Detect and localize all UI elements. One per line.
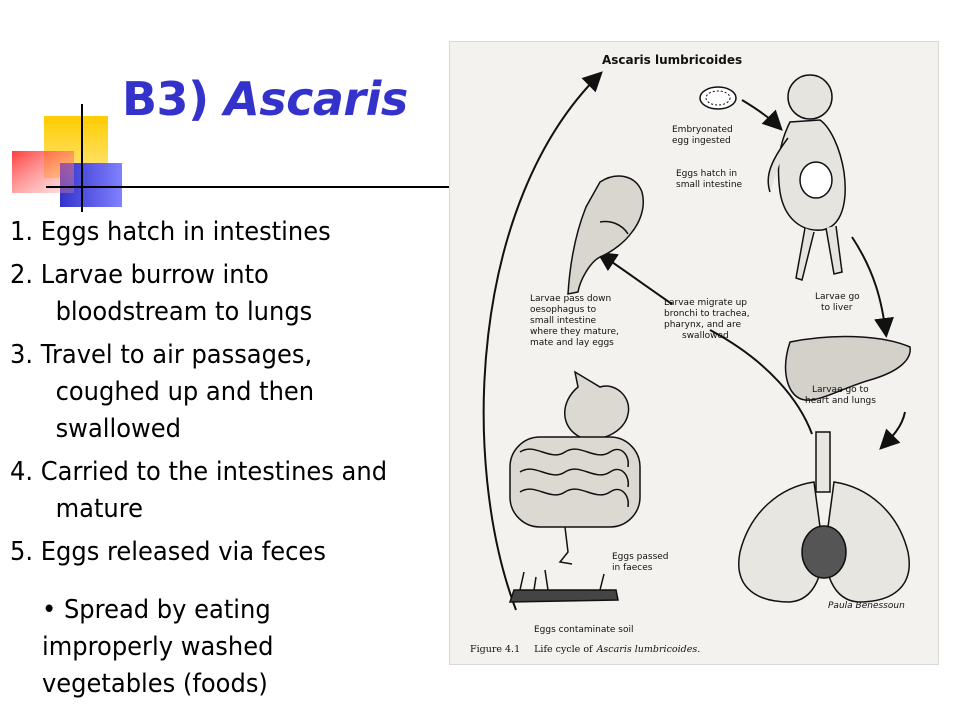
soil-illustration: [510, 570, 618, 602]
sub-bullet-line: Spread by eating: [63, 595, 271, 625]
sub-bullet-line: improperly washed: [42, 632, 274, 662]
label-up-1: Larvae migrate up: [664, 298, 748, 308]
lungs-illustration: [739, 432, 909, 602]
step-item: 4. Carried to the intestines and mature: [10, 457, 388, 524]
label-heart-1: Larvae go to: [812, 385, 869, 395]
arrow-egg-to-child: [742, 100, 780, 128]
step-item: 3. Travel to air passages, coughed up and then swallowed: [10, 340, 315, 444]
artist-signature: Paula Benessoun: [828, 601, 905, 611]
figure-caption: Figure 4.1 Life cycle of Ascaris lumbricoides.: [470, 644, 701, 655]
child-illustration: [768, 75, 845, 280]
label-down-4: where they mature,: [530, 327, 619, 337]
sub-bullet: [42, 592, 273, 703]
label-down-1: Larvae pass down: [530, 294, 612, 304]
lifecycle-figure: [449, 41, 939, 665]
arrow-child-to-liver: [852, 237, 886, 334]
lifecycle-diagram: [450, 42, 938, 664]
egg-illustration: [700, 87, 736, 109]
lifecycle-steps-list: [10, 214, 401, 577]
label-hatch-2: small intestine: [676, 180, 743, 190]
step-item: 5. Eggs released via feces: [10, 537, 326, 567]
label-down-2: oesophagus to: [530, 305, 597, 315]
label-liver-1: Larvae go: [815, 292, 860, 302]
label-down-5: mate and lay eggs: [530, 338, 614, 348]
digestive-tract-illustration: [510, 372, 640, 564]
label-faeces-2: in faeces: [612, 563, 653, 573]
figure-title: Ascaris lumbricoides: [602, 53, 743, 67]
sub-bullet-line: vegetables (foods): [42, 669, 268, 699]
label-up-4: swallowed: [682, 331, 729, 341]
step-item: 2. Larvae burrow into bloodstream to lungs: [10, 260, 313, 327]
label-down-3: small intestine: [530, 316, 597, 326]
label-liver-2: to liver: [821, 303, 853, 313]
step-item: 1. Eggs hatch in intestines: [10, 217, 331, 247]
bullet-marker: •: [42, 595, 57, 625]
arrow-liver-to-lungs: [882, 412, 905, 447]
title-prefix: B3): [122, 72, 209, 126]
label-up-2: bronchi to trachea,: [664, 309, 750, 319]
label-up-3: pharynx, and are: [664, 320, 742, 330]
label-egg-1: Embryonated: [672, 125, 733, 135]
label-faeces-1: Eggs passed: [612, 552, 669, 562]
title-organism: Ascaris: [224, 72, 408, 126]
label-egg-2: egg ingested: [672, 136, 731, 146]
label-hatch-1: Eggs hatch in: [676, 169, 738, 179]
label-heart-2: heart and lungs: [805, 396, 876, 406]
label-soil: Eggs contaminate soil: [534, 625, 634, 635]
slide-title: [122, 72, 408, 126]
